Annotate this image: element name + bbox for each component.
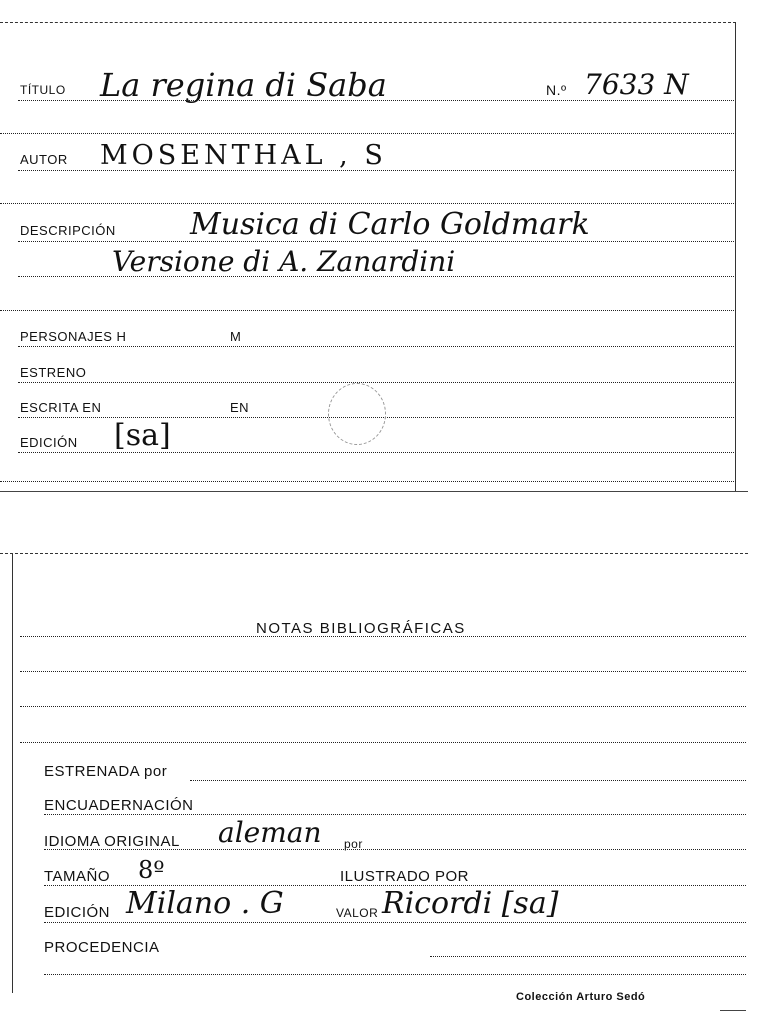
numero-value: 7633 N — [584, 68, 689, 101]
separator-rule — [0, 133, 736, 134]
separator-rule — [0, 310, 736, 311]
card-right-edge — [735, 22, 736, 492]
escrita-label: ESCRITA EN — [20, 400, 102, 415]
card-top-edge — [0, 553, 748, 554]
tamano-label: TAMAÑO — [44, 868, 111, 885]
autor-value: MOSENTHAL , S — [100, 140, 387, 171]
personajes-rule — [18, 346, 734, 347]
numero-label: N.º — [546, 82, 567, 98]
faded-stamp — [328, 383, 386, 445]
descripcion-line1: Musica di Carlo Goldmark — [190, 207, 590, 242]
bottom-rule — [44, 974, 746, 975]
autor-label: AUTOR — [20, 152, 68, 167]
ilustrado-label: ILUSTRADO POR — [340, 868, 470, 885]
edicion-label: EDICIÓN — [20, 435, 78, 450]
tamano-value: 8º — [138, 856, 165, 884]
idioma-label: IDIOMA ORIGINAL — [44, 833, 180, 850]
edicion-back-label: EDICIÓN — [44, 904, 111, 921]
edicion-value: [sa] — [114, 418, 171, 453]
corner-mark — [720, 1010, 746, 1011]
edicion-rule — [18, 452, 734, 453]
card-left-edge — [12, 553, 13, 993]
descripcion-line2: Versione di A. Zanardini — [112, 245, 456, 278]
catalog-card-front — [0, 0, 748, 500]
personajes-m-label: M — [230, 329, 242, 344]
estreno-rule — [18, 382, 734, 383]
coleccion-credit: Colección Arturo Sedó — [516, 991, 646, 1003]
escrita-en-label: EN — [230, 400, 250, 415]
encuadernacion-label: ENCUADERNACIÓN — [44, 797, 194, 814]
estrenada-rule — [190, 780, 746, 781]
procedencia-rule — [430, 956, 746, 957]
catalog-card-back — [0, 548, 748, 1028]
notas-rule-4 — [20, 742, 746, 743]
notas-rule-3 — [20, 706, 746, 707]
card-top-edge — [0, 22, 736, 23]
titulo-rule — [18, 100, 734, 101]
descripcion-label: DESCRIPCIÓN — [20, 223, 116, 238]
procedencia-label: PROCEDENCIA — [44, 939, 160, 956]
personajes-label: PERSONAJES H — [20, 329, 127, 344]
valor-value: Ricordi [sa] — [382, 886, 559, 921]
idioma-rule — [44, 849, 746, 850]
encuadernacion-rule — [44, 814, 746, 815]
notas-heading: NOTAS BIBLIOGRÁFICAS — [256, 620, 466, 637]
estreno-label: ESTRENO — [20, 365, 87, 380]
edicion-back-value: Milano . G — [126, 886, 284, 921]
card-bottom-edge — [0, 491, 748, 492]
estrenada-label: ESTRENADA por — [44, 763, 168, 780]
notas-rule-2 — [20, 671, 746, 672]
descripcion-rule-2 — [18, 276, 734, 277]
titulo-value: La regina di Saba — [100, 66, 387, 104]
notas-rule-1 — [20, 636, 746, 637]
idioma-value: aleman — [218, 816, 322, 849]
descripcion-rule-1 — [18, 241, 734, 242]
idioma-por-label: por — [344, 837, 363, 851]
autor-rule — [18, 170, 734, 171]
separator-rule — [0, 203, 736, 204]
titulo-label: TÍTULO — [20, 83, 66, 97]
valor-label: VALOR — [336, 906, 379, 920]
separator-rule — [0, 481, 736, 482]
edicion-back-rule — [44, 922, 746, 923]
